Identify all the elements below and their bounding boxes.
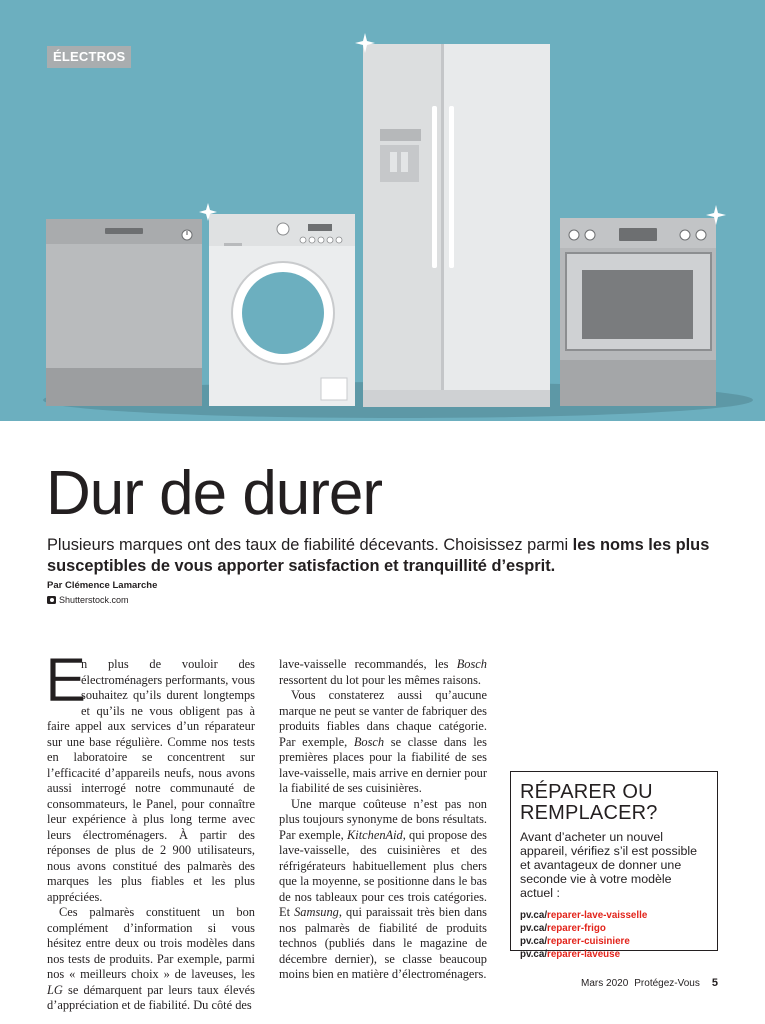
link-domain: pv.ca/ xyxy=(520,936,548,947)
camera-icon xyxy=(47,596,56,604)
paragraph-text: Une marque coûteuse n’est pas non plus toujours synonyme de bons résultats. Par exemple, xyxy=(279,796,487,842)
link-domain: pv.ca/ xyxy=(520,949,548,960)
paragraph-text: ressortent du lot pour les mêmes raisons. xyxy=(279,672,482,687)
paragraph xyxy=(47,905,255,1014)
paragraph-text: se démarquent par leurs taux élevés d’appréciation et de fiabilité. Du côté des xyxy=(47,982,255,1012)
brand-name: LG xyxy=(47,982,63,997)
washing-machine-illustration xyxy=(209,214,355,406)
paragraph-text: lave-vaisselle recommandés, les xyxy=(279,657,457,671)
sidebar-box xyxy=(510,771,718,960)
article-title: Dur de durer xyxy=(46,459,383,528)
sidebar-link-cuisiniere[interactable] xyxy=(520,935,708,948)
brand-name: Bosch xyxy=(353,734,385,749)
paragraph xyxy=(45,646,255,905)
footer-magazine: Protégez-Vous xyxy=(634,978,700,989)
link-path: reparer-cuisiniere xyxy=(547,936,630,947)
category-tag: ÉLECTROS xyxy=(47,46,131,68)
paragraph-text: , qui propose des lave-vaisselle, des cuisinières et des réfrigérateurs habituellement plus chers que la moyenne, se positionne dans le bas de nos tableaux pour ces trois catégories. Et xyxy=(279,827,487,919)
sidebar-text: Avant d’acheter un nouvel appareil, vérifiez s’il est possible et avantageux de donner une seconde vie à votre modèle actuel : xyxy=(520,830,697,900)
byline: Par Clémence Lamarche xyxy=(47,580,158,591)
dek-text: Plusieurs marques ont des taux de fiabilité décevants. Choisissez parmi xyxy=(47,536,573,554)
page-footer xyxy=(581,977,718,989)
stove-illustration xyxy=(560,218,716,406)
photo-credit-text: Shutterstock.com xyxy=(59,595,129,605)
hero-illustration xyxy=(0,0,765,421)
article-dek xyxy=(47,535,727,577)
paragraph-text: n plus de vouloir des électroménagers performants, vous souhaitez qu’ils durent longtemps et qu’ils ne vous obligent pas à faire appel aux services d’un réparateur sur une base régulière. Comme nos tests en laboratoire se concentrent sur l’efficacité d’appareils neufs, nous avons aussi interrogé notre communauté de consommateurs, le Panel, pour connaître leur expérience à plus long terme avec leurs électroménagers. À partir des réponses de plus de 2 900 utilisateurs, nous avons constitué des palmarès des marques les plus fiables et les plus appréciées. xyxy=(47,657,255,904)
refrigerator-illustration xyxy=(363,44,550,407)
photo-credit xyxy=(47,595,129,605)
link-domain: pv.ca/ xyxy=(520,923,548,934)
sidebar-link-lave-vaisselle[interactable] xyxy=(520,909,708,922)
paragraph xyxy=(279,688,487,797)
dek-bold-text: les noms les plus susceptibles de vous apporter satisfaction et tranquillité d’esprit. xyxy=(47,536,710,575)
brand-name: Samsung xyxy=(294,905,339,919)
link-path: reparer-lave-vaisselle xyxy=(547,910,648,921)
paragraph xyxy=(279,657,487,688)
paragraph-text: , qui paraissait très bien dans nos palmarès de fiabilité de produits technos (publiés dans le magazine de décembre dernier), se classe beaucoup moins bien en matière d’électroménagers. xyxy=(279,905,487,981)
sidebar-link-frigo[interactable] xyxy=(520,922,708,935)
paragraph-text: se classe dans les premières places pour la fiabilité de ses lave-vaisselle, mais arrive en dernier pour la fiabilité de ses cuisinières. xyxy=(279,734,488,795)
page-number: 5 xyxy=(711,977,718,989)
link-path: reparer-laveuse xyxy=(547,949,621,960)
article-column-1 xyxy=(45,646,255,1014)
dishwasher-illustration xyxy=(46,219,202,406)
sidebar-title: RÉPARER OU REMPLACER? xyxy=(520,781,658,824)
paragraph-text: Ces palmarès constituent un bon complément d’information si vous hésitez entre deux ou trois modèles dans nos tests de produits. Par exemple, parmi nos « meilleurs choix » de laveuses, les xyxy=(47,905,255,981)
dropcap: E xyxy=(45,646,87,715)
sidebar-links xyxy=(520,909,708,961)
brand-name: KitchenAid xyxy=(346,827,403,842)
link-path: reparer-frigo xyxy=(547,923,606,934)
brand-name: Bosch xyxy=(456,657,487,671)
article-column-2 xyxy=(279,657,487,983)
paragraph xyxy=(279,797,487,983)
sidebar-link-laveuse[interactable] xyxy=(520,948,708,961)
link-domain: pv.ca/ xyxy=(520,910,548,921)
footer-date: Mars 2020 xyxy=(581,978,629,989)
paragraph-text: Vous constaterez aussi qu’aucune marque ne peut se vanter de fabriquer des produits fiables dans chaque catégorie. Par exemple, xyxy=(279,688,487,749)
